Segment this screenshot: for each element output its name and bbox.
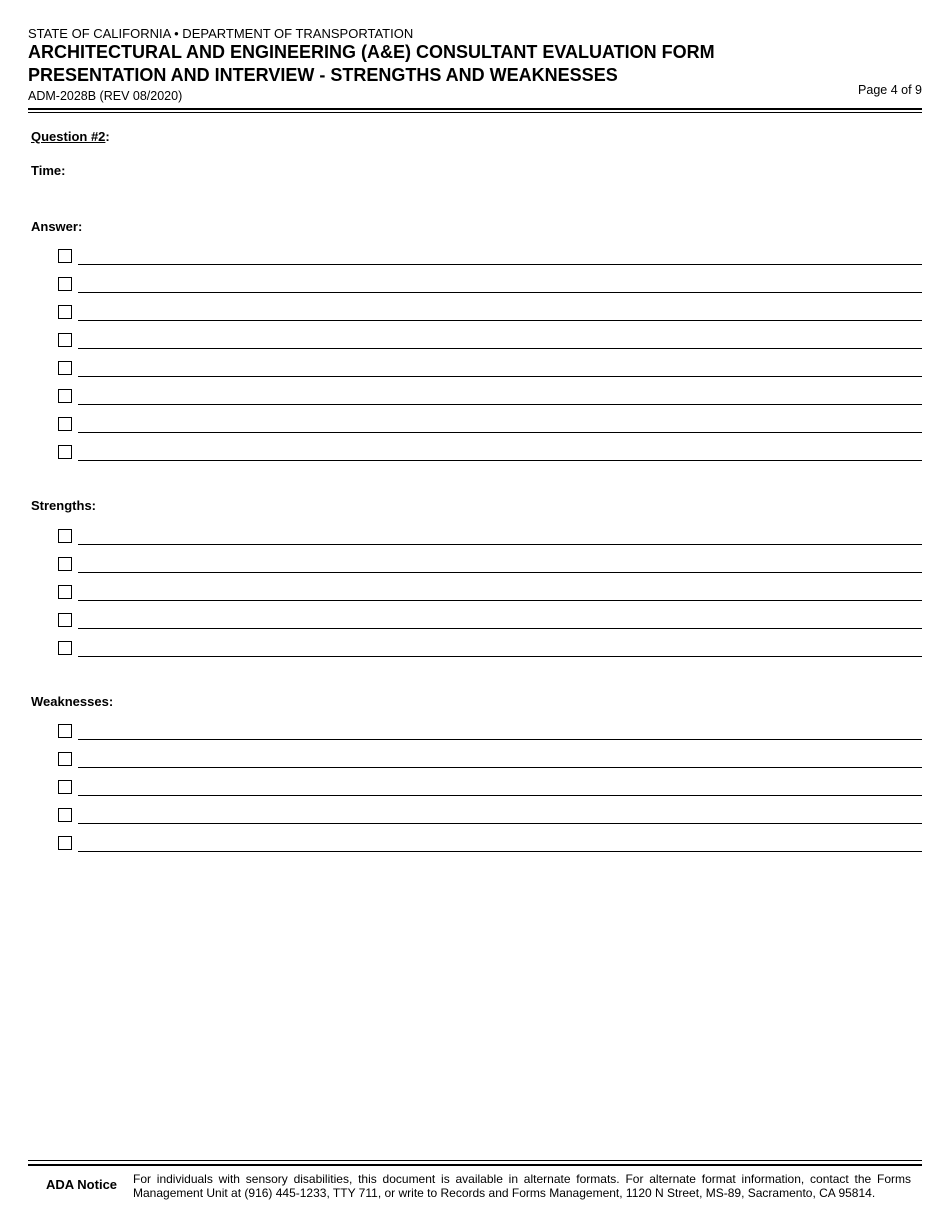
answer-checkbox[interactable] bbox=[58, 305, 72, 319]
weakness-checkbox[interactable] bbox=[58, 836, 72, 850]
form-header bbox=[28, 26, 922, 104]
weakness-checkbox[interactable] bbox=[58, 780, 72, 794]
answer-checkbox[interactable] bbox=[58, 445, 72, 459]
answer-row bbox=[58, 332, 922, 349]
strength-row bbox=[58, 584, 922, 601]
strength-text-line[interactable] bbox=[78, 572, 922, 573]
strength-row bbox=[58, 640, 922, 657]
answer-checkbox[interactable] bbox=[58, 417, 72, 431]
strength-checkbox[interactable] bbox=[58, 557, 72, 571]
answer-row bbox=[58, 248, 922, 265]
footer-divider-thick bbox=[28, 1164, 922, 1166]
answer-checkbox[interactable] bbox=[58, 333, 72, 347]
answer-row bbox=[58, 388, 922, 405]
weakness-text-line[interactable] bbox=[78, 767, 922, 768]
strength-text-line[interactable] bbox=[78, 544, 922, 545]
answer-row bbox=[58, 444, 922, 461]
weakness-text-line[interactable] bbox=[78, 851, 922, 852]
header-divider-thick bbox=[28, 108, 922, 110]
weakness-row bbox=[58, 835, 922, 852]
answer-row bbox=[58, 276, 922, 293]
weakness-text-line[interactable] bbox=[78, 795, 922, 796]
time-label: Time: bbox=[31, 163, 66, 178]
weakness-checkbox[interactable] bbox=[58, 752, 72, 766]
strength-text-line[interactable] bbox=[78, 600, 922, 601]
footer-divider-thin bbox=[28, 1160, 922, 1161]
answer-row bbox=[58, 416, 922, 433]
page-number: Page 4 of 9 bbox=[858, 83, 922, 97]
weakness-row bbox=[58, 751, 922, 768]
answer-text-line[interactable] bbox=[78, 292, 922, 293]
answer-label: Answer: bbox=[31, 219, 83, 234]
strength-row bbox=[58, 612, 922, 629]
answer-checkbox[interactable] bbox=[58, 361, 72, 375]
form-title-line-1: ARCHITECTURAL AND ENGINEERING (A&E) CONSULTANT EVALUATION FORM bbox=[28, 42, 715, 62]
answer-text-line[interactable] bbox=[78, 460, 922, 461]
strength-text-line[interactable] bbox=[78, 628, 922, 629]
weakness-checkbox[interactable] bbox=[58, 724, 72, 738]
strength-checkbox[interactable] bbox=[58, 585, 72, 599]
answer-row bbox=[58, 304, 922, 321]
strength-row bbox=[58, 528, 922, 545]
ada-notice-label: ADA Notice bbox=[46, 1177, 118, 1192]
weakness-text-line[interactable] bbox=[78, 739, 922, 740]
weakness-row bbox=[58, 807, 922, 824]
answer-text-line[interactable] bbox=[78, 404, 922, 405]
weakness-text-line[interactable] bbox=[78, 823, 922, 824]
strength-text-line[interactable] bbox=[78, 656, 922, 657]
answer-checkbox[interactable] bbox=[58, 249, 72, 263]
answer-row bbox=[58, 360, 922, 377]
answer-checkbox[interactable] bbox=[58, 277, 72, 291]
strength-checkbox[interactable] bbox=[58, 641, 72, 655]
strengths-label: Strengths: bbox=[31, 498, 96, 513]
strength-row bbox=[58, 556, 922, 573]
ada-notice-text: For individuals with sensory disabilities, this document is available in alternate formats. For alternate format information, contact the Forms Management Unit at (916) 445-1233, TTY 711, or write to Records and Forms Management, 1120 N Street, MS-89, Sacramento, CA 95814. bbox=[133, 1172, 911, 1200]
weakness-checkbox[interactable] bbox=[58, 808, 72, 822]
answer-checkbox[interactable] bbox=[58, 389, 72, 403]
answer-text-line[interactable] bbox=[78, 376, 922, 377]
form-number: ADM-2028B (REV 08/2020) bbox=[28, 89, 183, 103]
answer-text-line[interactable] bbox=[78, 320, 922, 321]
weakness-row bbox=[58, 723, 922, 740]
question-label: Question #2: bbox=[31, 129, 110, 144]
weaknesses-label: Weaknesses: bbox=[31, 694, 114, 709]
answer-text-line[interactable] bbox=[78, 348, 922, 349]
answer-text-line[interactable] bbox=[78, 432, 922, 433]
answer-text-line[interactable] bbox=[78, 264, 922, 265]
agency-name: STATE OF CALIFORNIA • DEPARTMENT OF TRANSPORTATION bbox=[28, 26, 414, 41]
header-divider-thin bbox=[28, 112, 922, 113]
strength-checkbox[interactable] bbox=[58, 613, 72, 627]
strength-checkbox[interactable] bbox=[58, 529, 72, 543]
form-title-line-2: PRESENTATION AND INTERVIEW - STRENGTHS AND WEAKNESSES bbox=[28, 65, 618, 85]
weakness-row bbox=[58, 779, 922, 796]
